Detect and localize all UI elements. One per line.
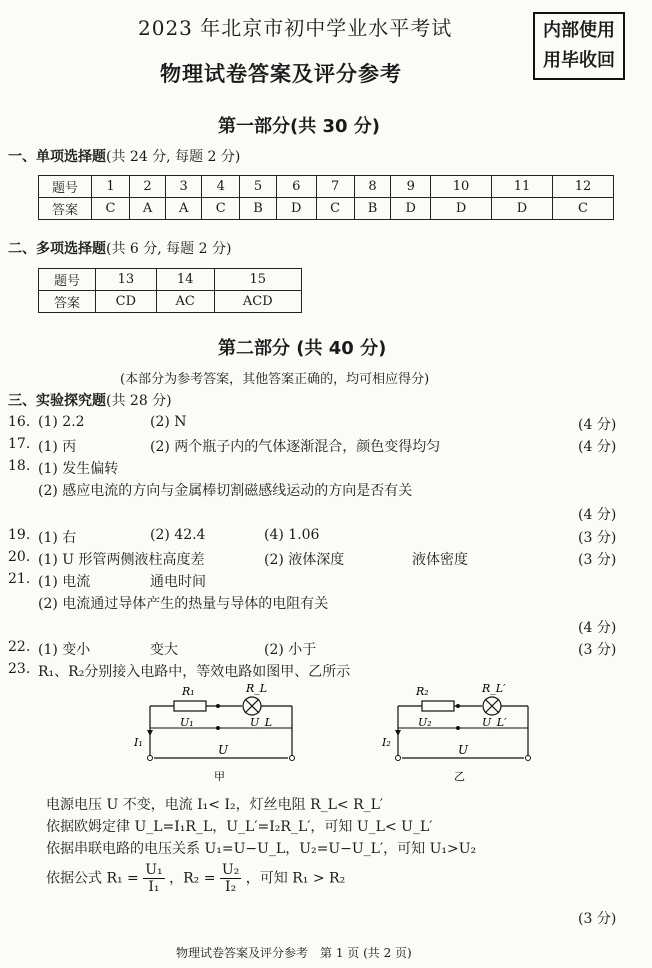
multi-choice-label: 二、多项选择题 [8, 241, 106, 257]
q16-answer-2: (2) N [150, 414, 187, 430]
circuit-diagram-a [130, 680, 310, 790]
q17-score: (4 分) [578, 439, 617, 455]
q23-line4-suffix: ，可知 R₁ > R₂ [245, 870, 346, 887]
question-row [39, 176, 614, 198]
q-cell: 6 [276, 176, 316, 198]
q19-answer-3: (4) 1.06 [264, 527, 320, 543]
q-cell: 1 [92, 176, 130, 198]
fraction-numerator: U₁ [145, 862, 163, 878]
answer-row [39, 198, 614, 220]
internal-use-stamp [533, 12, 625, 80]
circuit-a-current-label: I₁ [134, 736, 143, 749]
q-cell: 12 [552, 176, 613, 198]
q23-number: 23. [8, 661, 31, 677]
circuit-b-ul-label: U_L′ [482, 716, 507, 729]
q23-score: (3 分) [578, 911, 617, 927]
part1-title: 第一部分(共 30 分) [218, 116, 381, 137]
multi-choice-info: (共 6 分, 每题 2 分) [106, 241, 232, 257]
q23-line-4 [46, 862, 345, 895]
a-cell: B [240, 198, 277, 220]
circuit-diagram-b [378, 680, 558, 790]
a-cell: ACD [214, 291, 301, 313]
q21-answer-2: (2) 电流通过导体产生的热量与导体的电阻有关 [38, 596, 329, 612]
a-cell: D [492, 198, 553, 220]
page-footer: 物理试卷答案及评分参考 第 1 页 (共 2 页) [176, 946, 412, 960]
q-cell: 9 [391, 176, 431, 198]
q-cell: 10 [431, 176, 492, 198]
a-cell: AC [156, 291, 214, 313]
q22-number: 22. [8, 639, 31, 655]
q23-line4-mid: ，R₂ = [169, 870, 216, 887]
q20-score: (3 分) [578, 552, 617, 568]
a-cell: D [391, 198, 431, 220]
fraction-u1-i1 [143, 862, 164, 895]
stamp-line-2: 用毕收回 [543, 50, 615, 71]
q19-score: (3 分) [578, 530, 617, 546]
exam-title: 2023 年北京市初中学业水平考试 [138, 16, 453, 40]
q20-answer-3: 液体密度 [412, 552, 468, 568]
q17-number: 17. [8, 436, 31, 452]
part2-title: 第二部分 (共 40 分) [218, 338, 387, 359]
q-cell: 7 [316, 176, 354, 198]
answer-label: 答案 [39, 198, 92, 220]
a-cell: D [276, 198, 316, 220]
circuit-b-caption: 乙 [454, 770, 465, 783]
q19-number: 19. [8, 527, 31, 543]
single-choice-info: (共 24 分, 每题 2 分) [106, 149, 241, 165]
q17-answer-2: (2) 两个瓶子内的气体逐渐混合，颜色变得均匀 [150, 439, 441, 455]
circuit-a-resistor-label: R₁ [182, 685, 195, 698]
a-cell: C [92, 198, 130, 220]
q21-score: (4 分) [578, 620, 617, 636]
q23-line-3: 依据串联电路的电压关系 U₁=U−U_L，U₂=U−U_L′，可知 U₁>U₂ [46, 841, 477, 857]
circuit-a-lamp-label: R_L [246, 682, 268, 695]
q22-answer-1b: 变大 [150, 642, 178, 658]
a-cell: C [316, 198, 354, 220]
q18-answer-1: (1) 发生偏转 [38, 461, 119, 477]
q21-answer-1: (1) 电流 [38, 574, 91, 590]
fraction-numerator: U₂ [221, 862, 240, 878]
circuit-a-voltage-label: U [218, 743, 229, 757]
fraction-u2-i2 [220, 862, 241, 895]
document-title: 物理试卷答案及评分参考 [160, 62, 402, 86]
question-label: 题号 [39, 176, 92, 198]
q-cell: 14 [156, 269, 214, 291]
fraction-denominator: I₁ [148, 879, 160, 895]
multi-choice-table [38, 268, 302, 313]
circuit-b-resistor-label: R₂ [416, 685, 429, 698]
q23-line4-prefix: 依据公式 R₁ = [46, 870, 139, 887]
q19-answer-2: (2) 42.4 [150, 527, 206, 543]
q19-answer-1: (1) 右 [38, 530, 77, 546]
q22-answer-2: (2) 小于 [264, 642, 317, 658]
q20-answer-1: (1) U 形管两侧液柱高度差 [38, 552, 205, 568]
experiment-label: 三、实验探究题 [8, 393, 106, 409]
q-cell: 13 [96, 269, 157, 291]
a-cell: CD [96, 291, 157, 313]
q18-number: 18. [8, 458, 31, 474]
a-cell: A [130, 198, 166, 220]
q22-answer-1: (1) 变小 [38, 642, 91, 658]
q-cell: 2 [130, 176, 166, 198]
multi-choice-heading [8, 238, 231, 258]
part2-note: (本部分为参考答案，其他答案正确的，均可相应得分) [120, 372, 430, 387]
circuit-a-ul-label: U_L [250, 716, 273, 729]
answer-label: 答案 [39, 291, 96, 313]
single-choice-label: 一、单项选择题 [8, 149, 106, 165]
q22-score: (3 分) [578, 642, 617, 658]
q23-intro: R₁、R₂分别接入电路中，等效电路如图甲、乙所示 [38, 664, 351, 680]
q18-score: (4 分) [578, 507, 617, 523]
q16-number: 16. [8, 414, 31, 430]
q-cell: 8 [354, 176, 391, 198]
q17-answer-1: (1) 丙 [38, 439, 77, 455]
circuit-b-voltage-label: U [458, 743, 469, 757]
a-cell: A [166, 198, 202, 220]
stamp-line-1: 内部使用 [543, 20, 615, 41]
a-cell: B [354, 198, 391, 220]
q20-number: 20. [8, 549, 31, 565]
q16-score: (4 分) [578, 417, 617, 433]
q20-answer-2: (2) 液体深度 [264, 552, 345, 568]
q21-number: 21. [8, 571, 31, 587]
q-cell: 3 [166, 176, 202, 198]
circuit-b-current-label: I₂ [382, 736, 391, 749]
q16-answer-1: (1) 2.2 [38, 414, 85, 430]
question-row [39, 269, 302, 291]
a-cell: D [431, 198, 492, 220]
circuit-b-lamp-label: R_L′ [482, 682, 506, 695]
q21-answer-1b: 通电时间 [150, 574, 206, 590]
q-cell: 5 [240, 176, 277, 198]
q23-line-2: 依据欧姆定律 U_L=I₁R_L，U_L′=I₂R_L′，可知 U_L< U_L′ [46, 819, 433, 835]
single-choice-table [38, 175, 614, 220]
a-cell: C [202, 198, 240, 220]
q18-answer-2: (2) 感应电流的方向与金属棒切割磁感线运动的方向是否有关 [38, 483, 413, 499]
q-cell: 11 [492, 176, 553, 198]
question-label: 题号 [39, 269, 96, 291]
q-cell: 4 [202, 176, 240, 198]
experiment-info: (共 28 分) [106, 393, 172, 409]
q-cell: 15 [214, 269, 301, 291]
a-cell: C [552, 198, 613, 220]
single-choice-heading [8, 146, 240, 166]
circuit-a-caption: 甲 [214, 770, 225, 783]
circuit-a-u1-label: U₁ [180, 716, 194, 729]
q23-line-1: 电源电压 U 不变，电流 I₁< I₂，灯丝电阻 R_L< R_L′ [46, 797, 384, 813]
circuit-b-u2-label: U₂ [418, 716, 432, 729]
experiment-heading [8, 390, 172, 410]
fraction-denominator: I₂ [225, 879, 237, 895]
answer-row [39, 291, 302, 313]
